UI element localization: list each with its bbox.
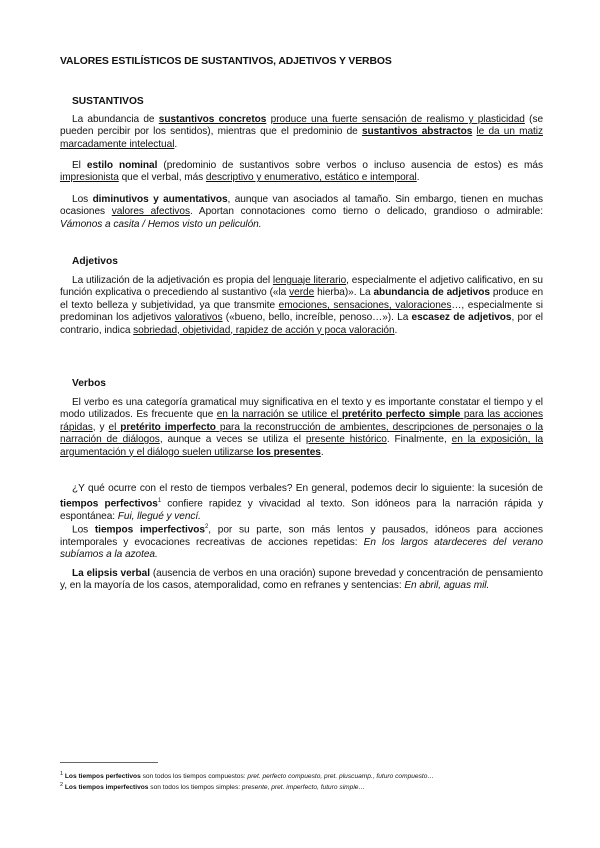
paragraph: La abundancia de sustantivos concretos produce una fuerte sensación de realismo y plasticidad (se pueden percibir por los sentidos), mientras que el predominio de sustantivos abstractos le da un matiz marcadamente intelectual. xyxy=(60,114,544,150)
paragraph: ¿Y qué ocurre con el resto de tiempos verbales? En general, podemos decir lo siguiente: la sucesión de tiempos perfectivos$^1$ confiere rapidez y vivacidad al texto. Son idóneos para la narración rápida y espontánea: Fui, llegué y vencí. xyxy=(60,483,543,523)
paragraph: El verbo es una categoría gramatical muy significativa en el texto y es importante constatar el tiempo y el modo utilizados. Es frecuente que en la narración se utilice el pretérito perfecto simple para las acciones rápidas, y el pretérito imperfecto para la reconstrucción de ambientes, descripciones de personajes o la narración de diálogos, aunque a veces se utiliza el presente histórico. Finalmente, en la exposición, la argumentación y el diálogo suelen utilizarse los presentes. xyxy=(60,397,544,458)
section-heading-adjetivos: Adjetivos xyxy=(72,256,118,267)
paragraph: Los tiempos imperfectivos$^2$, por su parte, son más lentos y pausados, idóneos para acciones intemporales y evocaciones recreativas de acciones repetidas: En los largos atardeceres del verano subíamos a la azotea. xyxy=(60,524,543,561)
footnote: $^1$ Los tiempos perfectivos son todos los tiempos compuestos: pret. perfecto compuesto, pret. pluscuamp., futuro compuesto… xyxy=(60,771,434,781)
footnote: $^2$ Los tiempos imperfectivos son todos los tiempos simples: presente, pret. imperfecto, futuro simple… xyxy=(60,782,366,792)
paragraph: La utilización de la adjetivación es propia del lenguaje literario, especialmente el adjetivo calificativo, en su función explicativa o precediendo al sustantivo («la verde hierba)». La abundancia de adjetivos produce en el texto belleza y subjetividad, ya que transmite emociones, sensaciones, valoraciones…, especialmente si predominan los adjetivos valorativos («bueno, bello, increíble, penoso…»). La escasez de adjetivos, por el contrario, indica sobriedad, objetividad, rapidez de acción y poca valoración. xyxy=(60,275,544,336)
footnote-ref: 2 xyxy=(204,524,209,530)
paragraph: La elipsis verbal (ausencia de verbos en una oración) supone brevedad y concentración de pensamiento y, en la mayoría de los casos, atemporalidad, como en refranes y sentencias: En abril, aguas mil. xyxy=(60,568,543,592)
section-heading-sustantivos: SUSTANTIVOS xyxy=(72,96,144,107)
paragraph: Los diminutivos y aumentativos, aunque van asociados al tamaño. Sin embargo, tienen en muchas ocasiones valores afectivos. Aportan connotaciones como tierno o delicado, grandioso o admirable: Vámonos a casita / Hemos visto un peliculón. xyxy=(60,194,543,230)
paragraph: El estilo nominal (predominio de sustantivos sobre verbos o incluso ausencia de estos) es más impresionista que el verbal, más descriptivo y enumerativo, estático e intemporal. xyxy=(60,160,543,184)
footnote-divider xyxy=(60,762,158,763)
section-heading-verbos: Verbos xyxy=(72,378,106,389)
page-title: VALORES ESTILÍSTICOS DE SUSTANTIVOS, ADJETIVOS Y VERBOS xyxy=(60,56,392,67)
footnote-ref: 1 xyxy=(157,498,162,505)
